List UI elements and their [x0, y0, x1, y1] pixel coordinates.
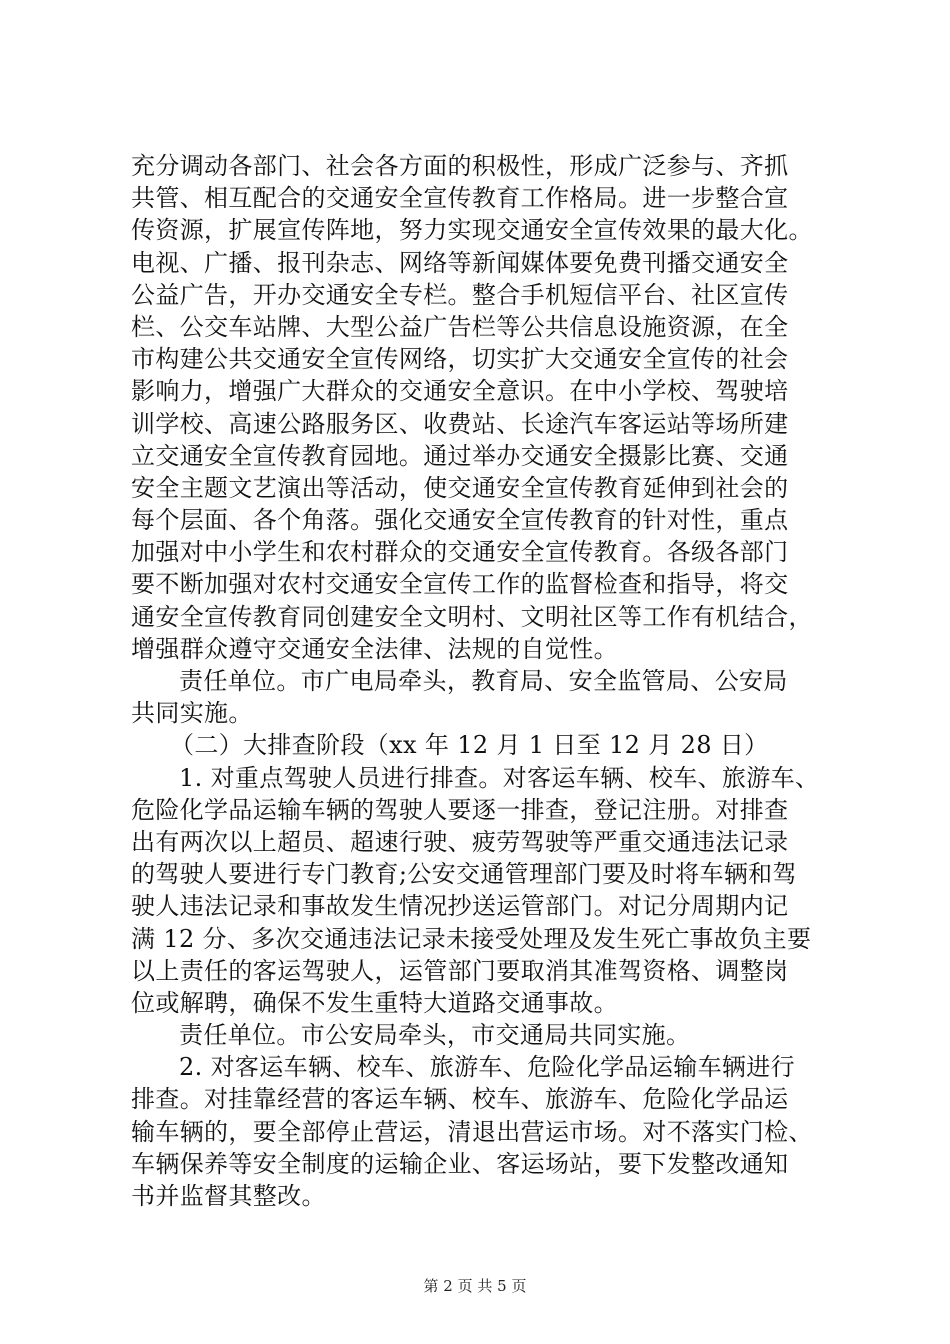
text-line: 驶人违法记录和事故发生情况抄送运管部门。对记分周期内记 [131, 892, 789, 921]
text-line: 充分调动各部门、社会各方面的积极性，形成广泛参与、齐抓 [131, 152, 789, 180]
text-line: 位或解聘，确保不发生重特大道路交通事故。 [131, 988, 618, 1017]
text-line: 要不断加强对农村交通安全宣传工作的监督检查和指导，将交 [131, 570, 789, 599]
text-line: 公益广告，开办交通安全专栏。整合手机短信平台、社区宣传 [131, 280, 789, 309]
text-line: 1. 对重点驾驶人员进行排查。对客运车辆、校车、旅游车、 [179, 763, 820, 792]
text-line: 的驾驶人要进行专门教育;公安交通管理部门要及时将车辆和驾 [131, 860, 797, 889]
section-heading: （二）大排查阶段（xx 年 12 月 1 日至 12 月 28 日） [170, 731, 769, 760]
text-line: 电视、广播、报刊杂志、网络等新闻媒体要免费刊播交通安全 [131, 248, 789, 277]
text-line: 传资源，扩展宣传阵地，努力实现交通安全宣传效果的最大化。 [131, 216, 813, 245]
text-line: 通安全宣传教育同创建安全文明村、文明社区等工作有机结合， [131, 602, 813, 631]
text-line: 共管、相互配合的交通安全宣传教育工作格局。进一步整合宣 [131, 184, 789, 213]
text-line: 危险化学品运输车辆的驾驶人要逐一排查，登记注册。对排查 [131, 795, 789, 824]
text-line: 市构建公共交通安全宣传网络，切实扩大交通安全宣传的社会 [131, 345, 789, 374]
text-line: 每个层面、各个角落。强化交通安全宣传教育的针对性，重点 [131, 506, 789, 535]
text-line: 影响力，增强广大群众的交通安全意识。在中小学校、驾驶培 [131, 377, 789, 406]
text-line: 输车辆的，要全部停止营运，清退出营运市场。对不落实门检、 [131, 1117, 813, 1146]
document-body [131, 150, 831, 1212]
text-line: 责任单位。市公安局牵头，市交通局共同实施。 [179, 1021, 691, 1050]
text-line: 满 12 分、多次交通违法记录未接受处理及发生死亡事故负主要 [131, 924, 812, 953]
text-line: 共同实施。 [131, 699, 253, 728]
text-line: 栏、公交车站牌、大型公益广告栏等公共信息设施资源，在全 [131, 312, 789, 341]
text-line: 车辆保养等安全制度的运输企业、客运场站，要下发整改通知 [131, 1149, 789, 1178]
text-line: 责任单位。市广电局牵头，教育局、安全监管局、公安局 [179, 667, 788, 695]
text-line: 加强对中小学生和农村群众的交通安全宣传教育。各级各部门 [131, 538, 789, 567]
text-line: 增强群众遵守交通安全法律、法规的自觉性。 [131, 634, 618, 663]
text-line: 训学校、高速公路服务区、收费站、长途汽车客运站等场所建 [131, 409, 789, 438]
text-line: 以上责任的客运驾驶人，运管部门要取消其准驾资格、调整岗 [131, 956, 789, 985]
text-line: 排查。对挂靠经营的客运车辆、校车、旅游车、危险化学品运 [131, 1085, 789, 1114]
text-line: 出有两次以上超员、超速行驶、疲劳驾驶等严重交通违法记录 [131, 827, 789, 856]
text-line: 2. 对客运车辆、校车、旅游车、危险化学品运输车辆进行 [179, 1053, 795, 1082]
text-line: 安全主题文艺演出等活动，使交通安全宣传教育延伸到社会的 [131, 473, 789, 502]
text-line: 立交通安全宣传教育园地。通过举办交通安全摄影比赛、交通 [131, 441, 789, 470]
text-line: 书并监督其整改。 [131, 1182, 326, 1210]
page-number-footer: 第 2 页 共 5 页 [423, 1277, 527, 1295]
